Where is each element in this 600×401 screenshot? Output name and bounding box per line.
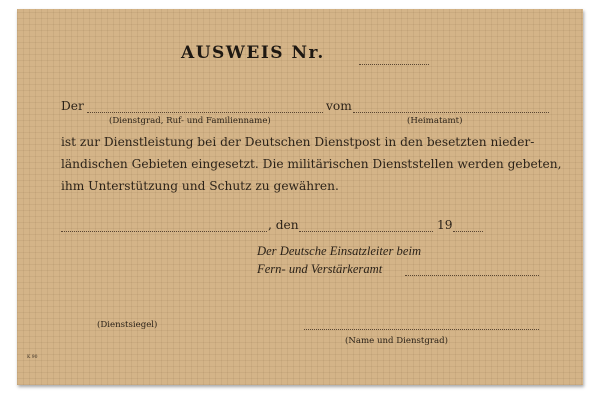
caption-name-und-dienstgrad: (Name und Dienstgrad) [345, 336, 448, 346]
office-field-line [405, 275, 539, 276]
id-card [17, 9, 583, 385]
label-der: Der [61, 99, 84, 113]
caption-dienstsiegel: (Dienstsiegel) [97, 320, 158, 330]
label-vom: vom [326, 99, 352, 113]
body-line-2: ländischen Gebieten eingesetzt. Die militärischen Dienststellen werden gebeten, [61, 157, 562, 171]
body-line-1: ist zur Dienstleistung bei der Deutschen Dienstpost in den besetzten nieder- [61, 135, 535, 149]
card-title: AUSWEIS Nr. [181, 43, 325, 63]
heimatamt-field-line [353, 112, 549, 113]
body-line-3: ihm Unterstützung und Schutz zu gewähren. [61, 179, 339, 193]
label-den: , den [268, 218, 299, 232]
caption-name-rank-full: (Dienstgrad, Ruf- und Familienname) [109, 116, 271, 126]
date-field-line [299, 231, 433, 232]
signature-title-line-2: Fern- und Verstärkeramt [257, 262, 383, 276]
signature-field-line [304, 329, 539, 330]
name-field-line [87, 112, 323, 113]
form-code: K 90 [27, 355, 38, 360]
signature-title-line-1: Der Deutsche Einsatzleiter beim [257, 244, 422, 258]
caption-heimatamt: (Heimatamt) [407, 116, 463, 126]
title-number-line [359, 64, 429, 65]
place-field-line [61, 231, 267, 232]
label-year: 19 [437, 218, 453, 232]
year-field-line [453, 231, 483, 232]
